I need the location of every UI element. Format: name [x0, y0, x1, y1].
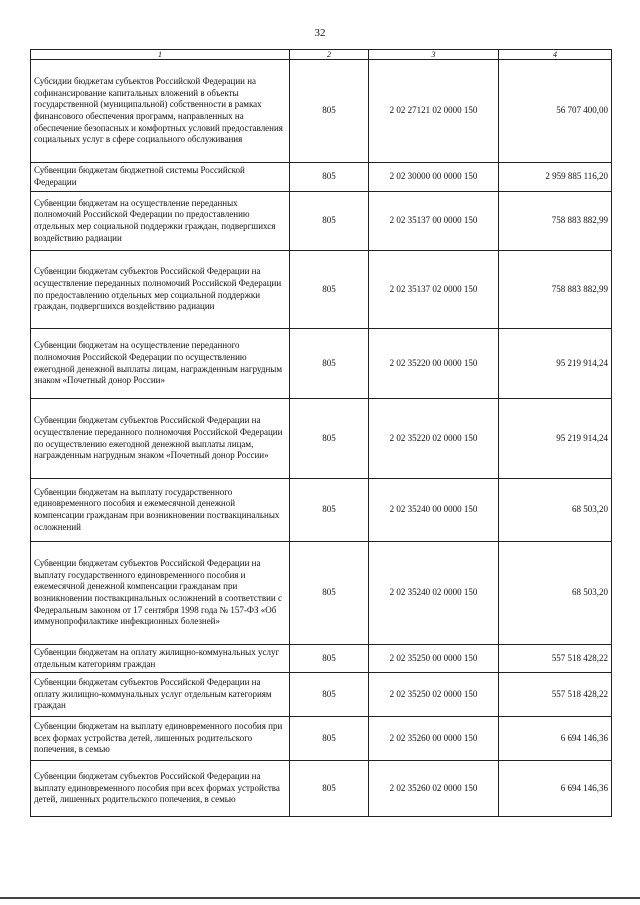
row-description: Субвенции бюджетам субъектов Российской Федерации на выплату единовременного пособия при всех формах устройства детей, лишенных родительского попечения, в семью: [31, 761, 290, 817]
row-admin-code: 805: [290, 645, 369, 673]
row-description: Субвенции бюджетам субъектов Российской Федерации на оплату жилищно-коммунальных услуг отдельным категориям граждан: [31, 673, 290, 717]
table-row: [31, 479, 612, 542]
table-row: [31, 761, 612, 817]
table-row: [31, 399, 612, 479]
row-amount: 95 219 914,24: [499, 399, 612, 479]
column-header-amount: 4: [499, 50, 612, 60]
table-row: [31, 542, 612, 645]
row-amount: 68 503,20: [499, 479, 612, 542]
row-admin-code: 805: [290, 479, 369, 542]
row-admin-code: 805: [290, 399, 369, 479]
row-description: Субвенции бюджетам субъектов Российской Федерации на осуществление переданного полномочия Российской Федерации по осуществлению ежегодной денежной выплаты лицам, награжденным нагрудным знаком «Почетный донор России»: [31, 399, 290, 479]
row-admin-code: 805: [290, 761, 369, 817]
column-header-description: 1: [31, 50, 290, 60]
row-description: Субвенции бюджетам бюджетной системы Российской Федерации: [31, 163, 290, 192]
row-description: Субвенции бюджетам субъектов Российской Федерации на осуществление переданных полномочий Российской Федерации по предоставлению отдельных мер социальной поддержки граждан, подвергшихся воздействию радиации: [31, 251, 290, 329]
row-kbk: 2 02 35250 02 0000 150: [369, 673, 499, 717]
table-row: [31, 329, 612, 399]
row-kbk: 2 02 27121 02 0000 150: [369, 60, 499, 163]
row-amount: 758 883 882,99: [499, 192, 612, 251]
row-admin-code: 805: [290, 673, 369, 717]
row-kbk: 2 02 35220 02 0000 150: [369, 399, 499, 479]
table-row: [31, 192, 612, 251]
row-amount: 6 694 146,36: [499, 717, 612, 761]
row-kbk: 2 02 35137 02 0000 150: [369, 251, 499, 329]
row-kbk: 2 02 30000 00 0000 150: [369, 163, 499, 192]
row-description: Субвенции бюджетам на осуществление переданного полномочия Российской Федерации по осуществлению ежегодной денежной выплаты лицам, награжденным нагрудным знаком «Почетный донор России»: [31, 329, 290, 399]
budget-revenue-table: [30, 49, 612, 817]
row-description: Субвенции бюджетам на оплату жилищно-коммунальных услуг отдельным категориям граждан: [31, 645, 290, 673]
row-admin-code: 805: [290, 542, 369, 645]
row-amount: 6 694 146,36: [499, 761, 612, 817]
row-description: Субвенции бюджетам на выплату единовременного пособия при всех формах устройства детей, лишенных родительского попечения, в семью: [31, 717, 290, 761]
table-header-row: [31, 50, 612, 60]
row-amount: 95 219 914,24: [499, 329, 612, 399]
table-row: [31, 717, 612, 761]
row-description: Субвенции бюджетам на осуществление переданных полномочий Российской Федерации по предоставлению отдельных мер социальной поддержки граждан, подвергшихся воздействию радиации: [31, 192, 290, 251]
row-kbk: 2 02 35220 00 0000 150: [369, 329, 499, 399]
row-admin-code: 805: [290, 717, 369, 761]
row-admin-code: 805: [290, 60, 369, 163]
table-row: [31, 60, 612, 163]
scan-bottom-edge: [0, 897, 640, 899]
table-row: [31, 673, 612, 717]
row-description: Субвенции бюджетам субъектов Российской Федерации на выплату государственного единовременного пособия и ежемесячной денежной компенсации гражданам при возникновении поствакцинальных осложнений в соответствии с Федеральным законом от 17 сентября 1998 года № 157-ФЗ «Об иммунопрофилактике инфекционных болезней»: [31, 542, 290, 645]
table-row: [31, 163, 612, 192]
column-header-kbk: 3: [369, 50, 499, 60]
page-number: 32: [314, 27, 326, 39]
row-kbk: 2 02 35137 00 0000 150: [369, 192, 499, 251]
row-amount: 557 518 428,22: [499, 645, 612, 673]
table-row: [31, 645, 612, 673]
row-kbk: 2 02 35250 00 0000 150: [369, 645, 499, 673]
row-admin-code: 805: [290, 163, 369, 192]
row-kbk: 2 02 35240 00 0000 150: [369, 479, 499, 542]
row-description: Субвенции бюджетам на выплату государственного единовременного пособия и ежемесячной денежной компенсации гражданам при возникновении поствакцинальных осложнений: [31, 479, 290, 542]
row-kbk: 2 02 35260 00 0000 150: [369, 717, 499, 761]
row-kbk: 2 02 35240 02 0000 150: [369, 542, 499, 645]
row-description: Субсидии бюджетам субъектов Российской Федерации на софинансирование капитальных вложений в объекты государственной (муниципальной) собственности в рамках финансового обеспечения программ, направленных на обеспечение безопасных и комфортных условий предоставления социальных услуг в сфере социального обслуживания: [31, 60, 290, 163]
row-admin-code: 805: [290, 329, 369, 399]
row-amount: 68 503,20: [499, 542, 612, 645]
row-admin-code: 805: [290, 192, 369, 251]
row-amount: 557 518 428,22: [499, 673, 612, 717]
row-kbk: 2 02 35260 02 0000 150: [369, 761, 499, 817]
row-amount: 758 883 882,99: [499, 251, 612, 329]
row-admin-code: 805: [290, 251, 369, 329]
table-row: [31, 251, 612, 329]
column-header-admin-code: 2: [290, 50, 369, 60]
row-amount: 2 959 885 116,20: [499, 163, 612, 192]
row-amount: 56 707 400,00: [499, 60, 612, 163]
